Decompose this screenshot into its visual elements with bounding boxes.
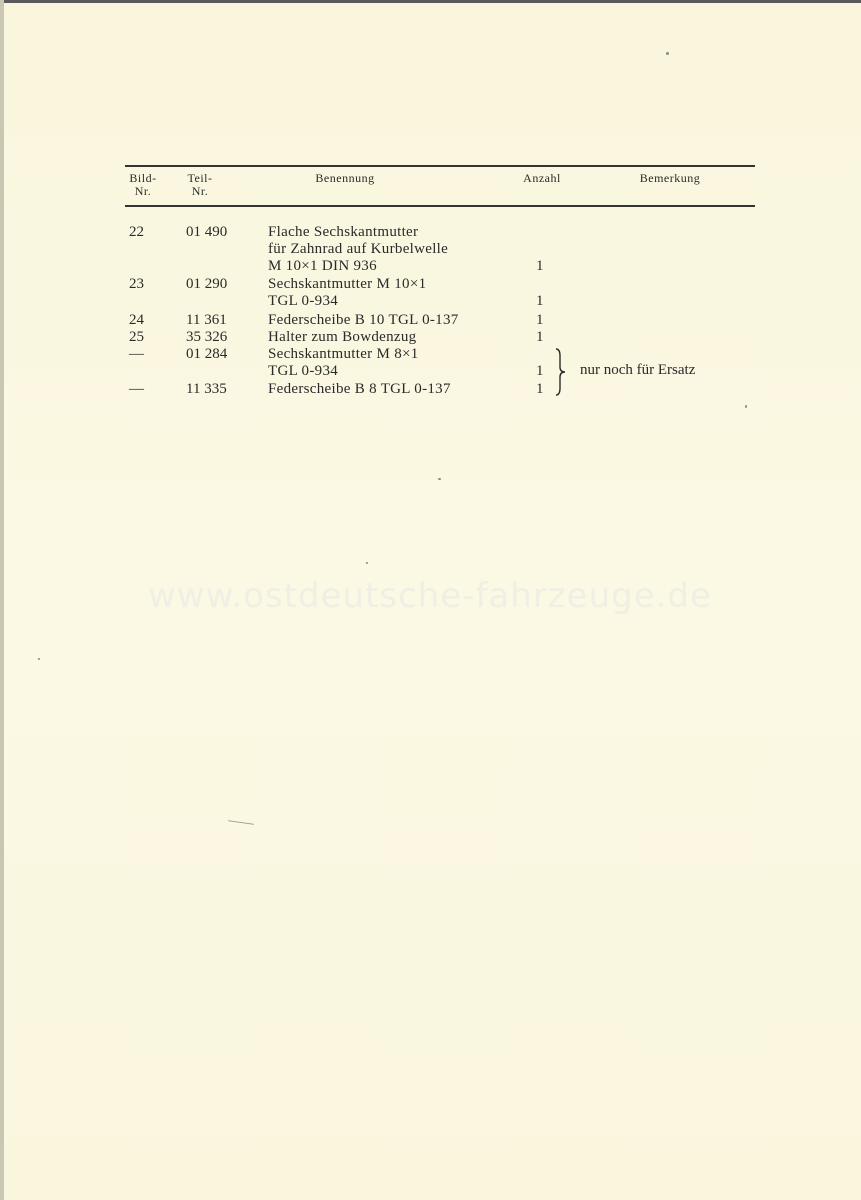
cell-teil: 01 290	[186, 276, 228, 292]
cell-anzahl: 1	[536, 381, 544, 397]
watermark: www.ostdeutsche-fahrzeuge.de	[148, 576, 712, 616]
cell-teil: 35 326	[186, 329, 228, 345]
cell-bild: 24	[129, 312, 144, 328]
header-teil	[183, 172, 217, 198]
cell-anzahl: 1	[536, 312, 544, 328]
paper-mark	[228, 820, 254, 825]
cell-bild: 22	[129, 224, 144, 240]
cell-teil: 01 490	[186, 224, 228, 240]
paper-speck	[666, 52, 669, 55]
remark-text: nur noch für Ersatz	[580, 362, 696, 378]
paper-speck	[438, 478, 441, 480]
paper-speck	[366, 562, 368, 564]
cell-benennung: TGL 0-934	[268, 293, 339, 309]
cell-benennung: M 10×1 DIN 936	[268, 258, 377, 274]
cell-benennung: Sechskantmutter M 10×1	[268, 276, 427, 292]
table-top-rule	[125, 165, 755, 167]
header-bild-line2: Nr.	[134, 184, 152, 198]
header-teil-line2: Nr.	[191, 184, 209, 198]
cell-benennung: für Zahnrad auf Kurbelwelle	[268, 241, 449, 257]
header-teil-line1: Teil-	[187, 171, 213, 185]
table-header-rule	[125, 205, 755, 207]
cell-benennung: Federscheibe B 10 TGL 0-137	[268, 312, 459, 328]
header-bild	[126, 172, 160, 198]
cell-anzahl: 1	[536, 293, 544, 309]
cell-benennung: Federscheibe B 8 TGL 0-137	[268, 381, 451, 397]
cell-teil: 11 361	[186, 312, 227, 328]
paper-speck	[38, 658, 40, 660]
header-bild-line1: Bild-	[129, 171, 157, 185]
cell-benennung: Sechskantmutter M 8×1	[268, 346, 419, 362]
cell-anzahl: 1	[536, 329, 544, 345]
cell-benennung: TGL 0-934	[268, 363, 339, 379]
cell-benennung: Flache Sechskantmutter	[268, 224, 419, 240]
header-bemerkung: Bemerkung	[639, 171, 701, 185]
cell-anzahl: 1	[536, 363, 544, 379]
grouping-brace	[553, 348, 567, 396]
cell-benennung: Halter zum Bowdenzug	[268, 329, 417, 345]
paper-speck	[745, 405, 747, 408]
cell-teil: 01 284	[186, 346, 228, 362]
header-anzahl: Anzahl	[523, 171, 561, 185]
cell-bild: 25	[129, 329, 144, 345]
cell-teil: 11 335	[186, 381, 227, 397]
cell-bild: —	[129, 346, 144, 362]
cell-bild: —	[129, 381, 144, 397]
cell-anzahl: 1	[536, 258, 544, 274]
cell-bild: 23	[129, 276, 144, 292]
header-benennung: Benennung	[315, 171, 375, 185]
